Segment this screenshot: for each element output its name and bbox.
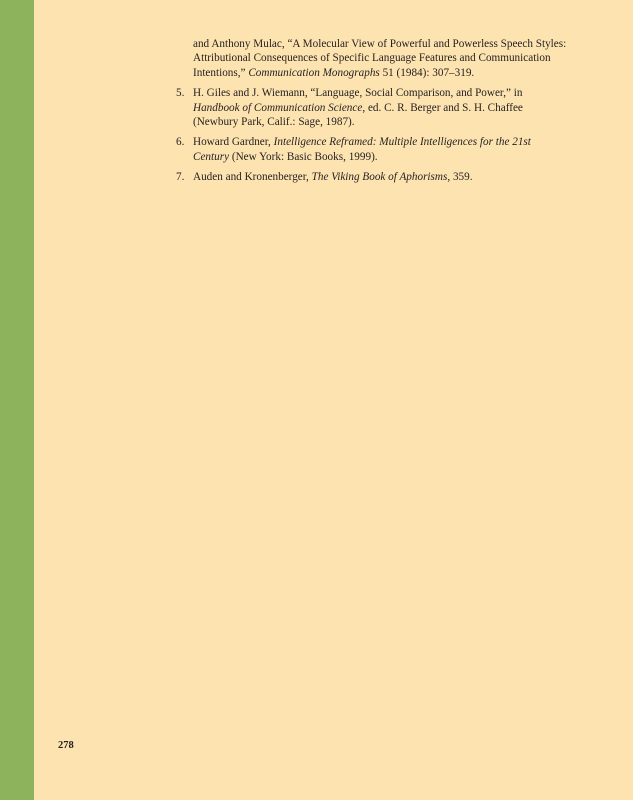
note-text xyxy=(193,37,568,80)
endnote-5 xyxy=(176,86,568,129)
publication-title: Handbook of Communication Science xyxy=(193,101,363,114)
margin-color-band xyxy=(0,0,34,800)
note-text-segment: , ed. C. R. Berger and S. H. Chaffee (Newbury Park, Calif.: Sage, 1987). xyxy=(193,101,523,129)
note-text-segment: , 359. xyxy=(447,171,473,184)
endnote-4-continued xyxy=(176,37,568,80)
endnote-7 xyxy=(176,170,568,184)
note-number: 5. xyxy=(176,87,185,100)
publication-title: Intelligence Reframed: Multiple Intelligences for the 21st Century xyxy=(193,136,531,163)
note-text xyxy=(193,135,568,164)
note-text-segment: Howard Gardner, xyxy=(193,136,274,149)
page-number: 278 xyxy=(58,740,74,751)
note-number: 6. xyxy=(176,136,185,149)
endnote-6 xyxy=(176,135,568,164)
note-text xyxy=(193,86,568,129)
publication-title: Communication Monographs xyxy=(248,66,380,79)
endnotes-list xyxy=(176,37,568,191)
publication-title: The Viking Book of Aphorisms xyxy=(311,171,448,184)
note-number: 7. xyxy=(176,171,185,184)
note-text-segment: (New York: Basic Books, 1999). xyxy=(229,150,378,163)
note-text-segment: 51 (1984): 307–319. xyxy=(379,66,475,79)
note-text-segment: and Anthony Mulac, “A Molecular View of Powerful and Powerless Speech Styles: Attributional Consequences of Specific Language Features and Communication Intentions,” xyxy=(193,38,567,79)
note-text-segment: H. Giles and J. Wiemann, “Language, Social Comparison, and Power,” in xyxy=(193,87,523,100)
note-text xyxy=(193,170,568,184)
note-text-segment: Auden and Kronenberger, xyxy=(193,171,312,184)
